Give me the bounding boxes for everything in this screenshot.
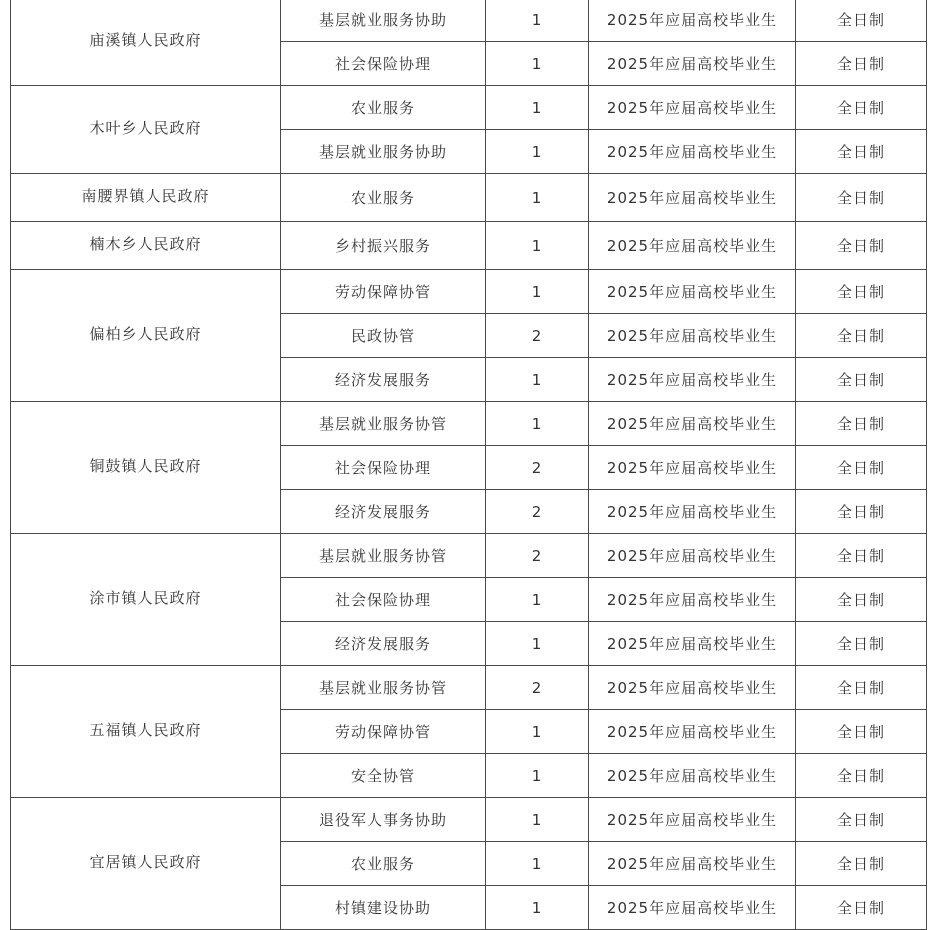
headcount-cell: 1 [486, 578, 589, 622]
study-type-cell: 全日制 [796, 754, 927, 798]
headcount-cell: 1 [486, 130, 589, 174]
position-cell: 农业服务 [281, 174, 486, 222]
headcount-cell: 1 [486, 42, 589, 86]
recruitment-table-body [11, 0, 927, 930]
headcount-cell: 1 [486, 86, 589, 130]
study-type-cell: 全日制 [796, 86, 927, 130]
requirement-cell: 2025年应届高校毕业生 [589, 622, 796, 666]
study-type-cell: 全日制 [796, 358, 927, 402]
headcount-cell: 1 [486, 174, 589, 222]
requirement-cell: 2025年应届高校毕业生 [589, 754, 796, 798]
study-type-cell: 全日制 [796, 798, 927, 842]
requirement-cell: 2025年应届高校毕业生 [589, 886, 796, 930]
requirement-cell: 2025年应届高校毕业生 [589, 666, 796, 710]
table-row [11, 666, 927, 710]
employer-cell: 涂市镇人民政府 [11, 534, 281, 666]
table-row [11, 402, 927, 446]
position-cell: 经济发展服务 [281, 490, 486, 534]
table-row [11, 86, 927, 130]
table-row [11, 0, 927, 42]
table-row [11, 798, 927, 842]
headcount-cell: 2 [486, 534, 589, 578]
headcount-cell: 2 [486, 314, 589, 358]
requirement-cell: 2025年应届高校毕业生 [589, 130, 796, 174]
position-cell: 农业服务 [281, 842, 486, 886]
table-row [11, 222, 927, 270]
headcount-cell: 1 [486, 222, 589, 270]
study-type-cell: 全日制 [796, 446, 927, 490]
study-type-cell: 全日制 [796, 314, 927, 358]
requirement-cell: 2025年应届高校毕业生 [589, 314, 796, 358]
study-type-cell: 全日制 [796, 490, 927, 534]
position-cell: 基层就业服务协助 [281, 0, 486, 42]
employer-cell: 五福镇人民政府 [11, 666, 281, 798]
requirement-cell: 2025年应届高校毕业生 [589, 842, 796, 886]
position-cell: 安全协管 [281, 754, 486, 798]
study-type-cell: 全日制 [796, 222, 927, 270]
study-type-cell: 全日制 [796, 42, 927, 86]
requirement-cell: 2025年应届高校毕业生 [589, 42, 796, 86]
study-type-cell: 全日制 [796, 174, 927, 222]
study-type-cell: 全日制 [796, 666, 927, 710]
requirement-cell: 2025年应届高校毕业生 [589, 402, 796, 446]
headcount-cell: 1 [486, 270, 589, 314]
study-type-cell: 全日制 [796, 622, 927, 666]
position-cell: 劳动保障协管 [281, 270, 486, 314]
study-type-cell: 全日制 [796, 578, 927, 622]
table-row [11, 270, 927, 314]
requirement-cell: 2025年应届高校毕业生 [589, 270, 796, 314]
study-type-cell: 全日制 [796, 534, 927, 578]
study-type-cell: 全日制 [796, 402, 927, 446]
table-row [11, 534, 927, 578]
requirement-cell: 2025年应届高校毕业生 [589, 490, 796, 534]
position-cell: 基层就业服务协管 [281, 534, 486, 578]
position-cell: 基层就业服务协管 [281, 402, 486, 446]
employer-cell: 木叶乡人民政府 [11, 86, 281, 174]
position-cell: 基层就业服务协助 [281, 130, 486, 174]
recruitment-table [10, 0, 927, 930]
headcount-cell: 1 [486, 402, 589, 446]
headcount-cell: 1 [486, 622, 589, 666]
employer-cell: 偏柏乡人民政府 [11, 270, 281, 402]
study-type-cell: 全日制 [796, 270, 927, 314]
position-cell: 民政协管 [281, 314, 486, 358]
table-row [11, 174, 927, 222]
requirement-cell: 2025年应届高校毕业生 [589, 798, 796, 842]
employer-cell: 南腰界镇人民政府 [11, 174, 281, 222]
position-cell: 村镇建设协助 [281, 886, 486, 930]
headcount-cell: 1 [486, 754, 589, 798]
study-type-cell: 全日制 [796, 842, 927, 886]
position-cell: 基层就业服务协管 [281, 666, 486, 710]
requirement-cell: 2025年应届高校毕业生 [589, 358, 796, 402]
headcount-cell: 1 [486, 842, 589, 886]
employer-cell: 铜鼓镇人民政府 [11, 402, 281, 534]
headcount-cell: 1 [486, 358, 589, 402]
headcount-cell: 1 [486, 710, 589, 754]
position-cell: 社会保险协理 [281, 42, 486, 86]
position-cell: 社会保险协理 [281, 446, 486, 490]
requirement-cell: 2025年应届高校毕业生 [589, 86, 796, 130]
employer-cell: 宜居镇人民政府 [11, 798, 281, 930]
requirement-cell: 2025年应届高校毕业生 [589, 222, 796, 270]
requirement-cell: 2025年应届高校毕业生 [589, 578, 796, 622]
study-type-cell: 全日制 [796, 130, 927, 174]
study-type-cell: 全日制 [796, 886, 927, 930]
headcount-cell: 1 [486, 886, 589, 930]
position-cell: 经济发展服务 [281, 358, 486, 402]
requirement-cell: 2025年应届高校毕业生 [589, 0, 796, 42]
position-cell: 社会保险协理 [281, 578, 486, 622]
headcount-cell: 2 [486, 490, 589, 534]
employer-cell: 楠木乡人民政府 [11, 222, 281, 270]
requirement-cell: 2025年应届高校毕业生 [589, 446, 796, 490]
headcount-cell: 2 [486, 666, 589, 710]
study-type-cell: 全日制 [796, 0, 927, 42]
study-type-cell: 全日制 [796, 710, 927, 754]
headcount-cell: 1 [486, 798, 589, 842]
position-cell: 农业服务 [281, 86, 486, 130]
employer-cell: 庙溪镇人民政府 [11, 0, 281, 86]
headcount-cell: 2 [486, 446, 589, 490]
position-cell: 劳动保障协管 [281, 710, 486, 754]
position-cell: 经济发展服务 [281, 622, 486, 666]
requirement-cell: 2025年应届高校毕业生 [589, 534, 796, 578]
requirement-cell: 2025年应届高校毕业生 [589, 174, 796, 222]
requirement-cell: 2025年应届高校毕业生 [589, 710, 796, 754]
position-cell: 乡村振兴服务 [281, 222, 486, 270]
headcount-cell: 1 [486, 0, 589, 42]
position-cell: 退役军人事务协助 [281, 798, 486, 842]
